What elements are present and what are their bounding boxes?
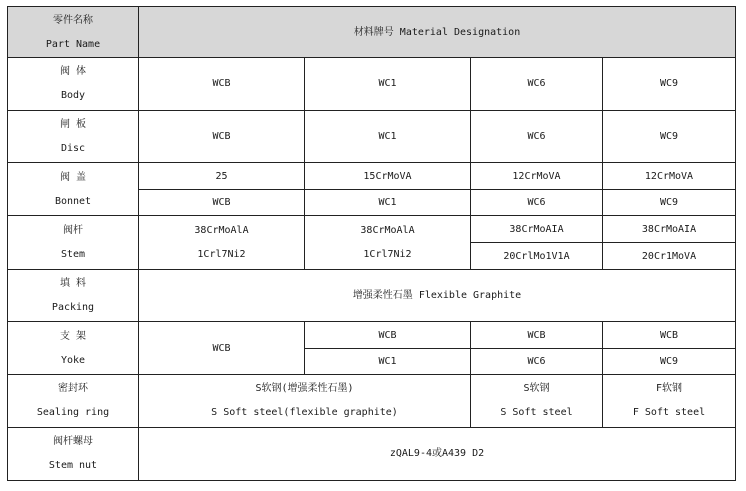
material-cell: 15CrMoVA <box>305 162 471 189</box>
material-cell: 38CrMoAIA <box>603 216 736 243</box>
material-cell: WC6 <box>471 349 603 375</box>
material-value: 1Crl7Ni2 <box>197 248 246 260</box>
material-cell: 25 <box>139 162 305 189</box>
material-cell: WCB <box>139 110 305 162</box>
material-cell: WCB <box>139 190 305 216</box>
material-cell-stacked <box>305 216 471 269</box>
part-cell-sealing-ring <box>8 375 139 427</box>
part-name-cn: 闸 板 <box>59 118 87 130</box>
part-name-en: Sealing ring <box>36 407 110 419</box>
part-name-en: Packing <box>51 301 95 313</box>
table-row-stem-nut <box>8 427 736 480</box>
material-cell-stacked <box>139 375 471 427</box>
material-cell: WC9 <box>603 110 736 162</box>
material-designation-header: 材料牌号 Material Designation <box>139 7 736 58</box>
table-row-bonnet-1 <box>8 162 736 189</box>
part-name-cn: 阀杆 <box>63 224 83 236</box>
material-value: 1Crl7Ni2 <box>363 248 412 260</box>
part-name-cn: 密封环 <box>58 383 88 395</box>
material-value-en: S Soft steel <box>500 407 573 419</box>
material-cell: WC6 <box>471 58 603 110</box>
material-cell-stacked <box>139 216 305 269</box>
part-name-header <box>8 7 139 58</box>
material-value-cn: F软钢 <box>655 383 683 395</box>
part-name-cn: 阀 体 <box>59 66 87 78</box>
material-cell: WC9 <box>603 58 736 110</box>
material-value-cn: S软钢 <box>523 383 550 395</box>
material-value: 38CrMoAlA <box>360 224 415 236</box>
table-row-sealing-ring <box>8 375 736 427</box>
material-cell: WCB <box>305 321 471 348</box>
material-cell: WCB <box>471 321 603 348</box>
material-cell: WC9 <box>603 349 736 375</box>
material-cell: 20CrlMo1V1A <box>471 243 603 269</box>
part-name-cn: 阀 盖 <box>59 171 87 183</box>
material-cell-stacked <box>603 375 736 427</box>
material-cell: WC1 <box>305 110 471 162</box>
material-cell: WCB <box>139 321 305 374</box>
part-name-en: Disc <box>60 142 86 154</box>
material-cell: WC6 <box>471 190 603 216</box>
material-cell: WC1 <box>305 190 471 216</box>
material-value-en: S Soft steel(flexible graphite) <box>211 407 398 419</box>
part-name-en: Bonnet <box>54 195 92 207</box>
materials-table <box>7 6 736 481</box>
part-name-en: Body <box>60 90 86 102</box>
part-cell-packing <box>8 269 139 321</box>
part-name-en: Stem <box>60 248 86 260</box>
material-cell: 12CrMoVA <box>471 162 603 189</box>
material-value-en: F Soft steel <box>632 407 706 419</box>
table-row-disc <box>8 110 736 162</box>
table-row-yoke-1 <box>8 321 736 348</box>
material-cell: 38CrMoAIA <box>471 216 603 243</box>
material-cell: WC1 <box>305 349 471 375</box>
part-name-cn: 支 架 <box>59 330 87 342</box>
part-name-en: Part Name <box>45 38 101 50</box>
material-cell: WC1 <box>305 58 471 110</box>
part-cell-body <box>8 58 139 110</box>
material-cell-stacked <box>471 375 603 427</box>
table-row-stem-1 <box>8 216 736 243</box>
table-row-body <box>8 58 736 110</box>
part-name-en: Yoke <box>60 354 86 366</box>
material-cell-merged: zQAL9-4或A439 D2 <box>139 427 736 480</box>
material-cell: WC6 <box>471 110 603 162</box>
material-value: 38CrMoAlA <box>194 224 249 236</box>
part-cell-yoke <box>8 321 139 374</box>
material-cell: 12CrMoVA <box>603 162 736 189</box>
part-cell-disc <box>8 110 139 162</box>
material-cell-merged: 增强柔性石墨 Flexible Graphite <box>139 269 736 321</box>
part-name-en: Stem nut <box>48 460 98 472</box>
material-cell: WCB <box>603 321 736 348</box>
part-cell-stem <box>8 216 139 269</box>
part-name-cn: 零件名称 <box>53 14 93 26</box>
part-cell-bonnet <box>8 162 139 215</box>
material-value-cn: S软钢(增强柔性石墨) <box>255 383 354 395</box>
material-cell: WCB <box>139 58 305 110</box>
part-name-cn: 阀杆螺母 <box>53 436 93 448</box>
material-cell: 20Cr1MoVA <box>603 243 736 269</box>
header-row <box>8 7 736 58</box>
part-cell-stem-nut <box>8 427 139 480</box>
part-name-cn: 填 料 <box>59 277 87 289</box>
table-row-packing <box>8 269 736 321</box>
material-cell: WC9 <box>603 190 736 216</box>
